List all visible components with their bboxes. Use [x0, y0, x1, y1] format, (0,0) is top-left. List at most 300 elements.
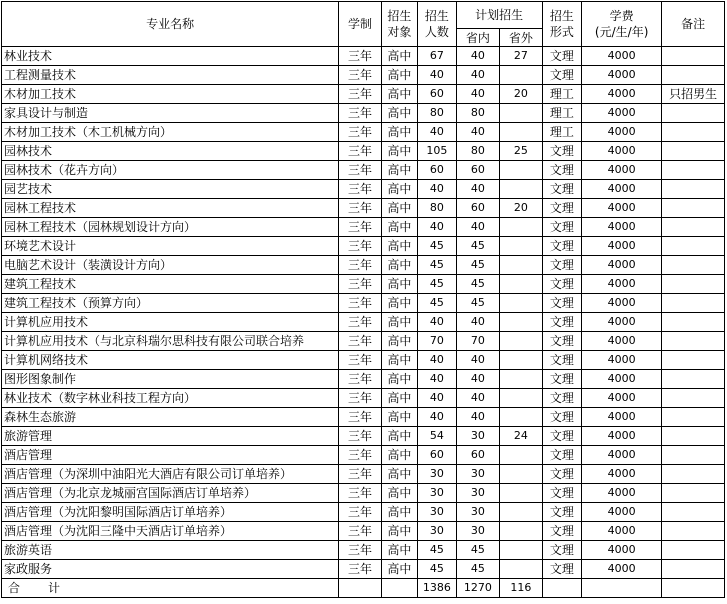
cell-target: 高中 [381, 503, 417, 522]
cell-count: 60 [418, 446, 456, 465]
cell-form: 文理 [542, 522, 581, 541]
cell-target: 高中 [381, 85, 417, 104]
cell-duration: 三年 [339, 389, 382, 408]
total-empty [662, 579, 725, 598]
cell-out-province: 25 [500, 142, 543, 161]
cell-count: 70 [418, 332, 456, 351]
table-row [2, 522, 725, 541]
cell-fee: 4000 [582, 161, 662, 180]
cell-target: 高中 [381, 218, 417, 237]
cell-out-province [500, 560, 543, 579]
cell-fee: 4000 [582, 522, 662, 541]
cell-duration: 三年 [339, 313, 382, 332]
cell-major-name: 酒店管理 [2, 446, 339, 465]
cell-fee: 4000 [582, 275, 662, 294]
cell-form: 文理 [542, 465, 581, 484]
cell-count: 105 [418, 142, 456, 161]
header-count-line2: 人数 [424, 25, 449, 39]
cell-count: 40 [418, 370, 456, 389]
cell-major-name: 环境艺术设计 [2, 237, 339, 256]
cell-note [662, 199, 725, 218]
cell-fee: 4000 [582, 142, 662, 161]
table-row [2, 199, 725, 218]
cell-count: 30 [418, 522, 456, 541]
cell-in-province: 40 [456, 123, 500, 142]
cell-duration: 三年 [339, 484, 382, 503]
cell-note [662, 332, 725, 351]
header-fee [582, 2, 662, 47]
cell-target: 高中 [381, 47, 417, 66]
table-row [2, 237, 725, 256]
cell-fee: 4000 [582, 180, 662, 199]
table-body [2, 47, 725, 598]
cell-out-province [500, 104, 543, 123]
cell-out-province [500, 465, 543, 484]
table-row [2, 180, 725, 199]
cell-target: 高中 [381, 370, 417, 389]
cell-form: 文理 [542, 66, 581, 85]
total-empty [582, 579, 662, 598]
cell-form: 文理 [542, 427, 581, 446]
cell-in-province: 40 [456, 370, 500, 389]
cell-note [662, 370, 725, 389]
cell-major-name: 园林工程技术 [2, 199, 339, 218]
cell-major-name: 图形图象制作 [2, 370, 339, 389]
cell-major-name: 家具设计与制造 [2, 104, 339, 123]
cell-in-province: 80 [456, 142, 500, 161]
cell-note [662, 218, 725, 237]
cell-note [662, 351, 725, 370]
cell-major-name: 酒店管理（为深圳中油阳光大酒店有限公司订单培养） [2, 465, 339, 484]
cell-duration: 三年 [339, 503, 382, 522]
table-row [2, 427, 725, 446]
cell-out-province [500, 484, 543, 503]
cell-fee: 4000 [582, 218, 662, 237]
cell-duration: 三年 [339, 218, 382, 237]
cell-duration: 三年 [339, 275, 382, 294]
cell-target: 高中 [381, 237, 417, 256]
cell-major-name: 森林生态旅游 [2, 408, 339, 427]
cell-out-province: 20 [500, 85, 543, 104]
table-row [2, 408, 725, 427]
table-row [2, 142, 725, 161]
cell-duration: 三年 [339, 351, 382, 370]
cell-form: 文理 [542, 332, 581, 351]
cell-count: 80 [418, 104, 456, 123]
cell-fee: 4000 [582, 465, 662, 484]
cell-note [662, 161, 725, 180]
cell-in-province: 40 [456, 85, 500, 104]
cell-out-province [500, 218, 543, 237]
total-empty [381, 579, 417, 598]
table-row [2, 446, 725, 465]
cell-fee: 4000 [582, 408, 662, 427]
cell-major-name: 建筑工程技术（预算方向） [2, 294, 339, 313]
cell-duration: 三年 [339, 47, 382, 66]
table-row [2, 351, 725, 370]
cell-count: 54 [418, 427, 456, 446]
cell-target: 高中 [381, 104, 417, 123]
cell-count: 40 [418, 66, 456, 85]
cell-form: 文理 [542, 541, 581, 560]
cell-count: 40 [418, 351, 456, 370]
cell-major-name: 园林技术（花卉方向） [2, 161, 339, 180]
cell-fee: 4000 [582, 427, 662, 446]
cell-major-name: 酒店管理（为北京龙城丽宫国际酒店订单培养） [2, 484, 339, 503]
header-duration: 学制 [339, 2, 382, 47]
cell-duration: 三年 [339, 294, 382, 313]
cell-in-province: 45 [456, 541, 500, 560]
cell-form: 文理 [542, 237, 581, 256]
header-count-line1: 招生 [424, 9, 449, 23]
cell-note [662, 237, 725, 256]
cell-count: 45 [418, 256, 456, 275]
cell-form: 文理 [542, 560, 581, 579]
header-major-name: 专业名称 [2, 2, 339, 47]
cell-form: 文理 [542, 408, 581, 427]
cell-count: 45 [418, 541, 456, 560]
table-row [2, 560, 725, 579]
table-row [2, 313, 725, 332]
cell-out-province [500, 503, 543, 522]
cell-major-name: 木材加工技术（木工机械方向） [2, 123, 339, 142]
cell-duration: 三年 [339, 104, 382, 123]
total-label: 合计 [2, 579, 339, 598]
header-form-line2: 形式 [549, 25, 574, 39]
table-row [2, 465, 725, 484]
total-in-province: 1270 [456, 579, 500, 598]
table-row [2, 104, 725, 123]
cell-out-province [500, 408, 543, 427]
cell-note [662, 427, 725, 446]
total-empty [542, 579, 581, 598]
cell-in-province: 40 [456, 47, 500, 66]
cell-form: 文理 [542, 275, 581, 294]
table-row [2, 275, 725, 294]
cell-count: 40 [418, 123, 456, 142]
cell-in-province: 45 [456, 256, 500, 275]
cell-count: 40 [418, 313, 456, 332]
cell-fee: 4000 [582, 541, 662, 560]
cell-target: 高中 [381, 66, 417, 85]
cell-form: 文理 [542, 256, 581, 275]
table-row [2, 484, 725, 503]
cell-count: 30 [418, 503, 456, 522]
cell-note [662, 503, 725, 522]
cell-duration: 三年 [339, 123, 382, 142]
cell-major-name: 林业技术（数字林业科技工程方向） [2, 389, 339, 408]
cell-fee: 4000 [582, 313, 662, 332]
total-out-province: 116 [500, 579, 543, 598]
table-row [2, 161, 725, 180]
cell-form: 理工 [542, 104, 581, 123]
cell-fee: 4000 [582, 199, 662, 218]
cell-duration: 三年 [339, 370, 382, 389]
cell-fee: 4000 [582, 85, 662, 104]
cell-note [662, 142, 725, 161]
cell-in-province: 40 [456, 351, 500, 370]
cell-count: 40 [418, 408, 456, 427]
cell-fee: 4000 [582, 351, 662, 370]
cell-note [662, 408, 725, 427]
cell-out-province: 20 [500, 199, 543, 218]
cell-major-name: 酒店管理（为沈阳三隆中天酒店订单培养） [2, 522, 339, 541]
cell-count: 60 [418, 161, 456, 180]
cell-fee: 4000 [582, 123, 662, 142]
cell-note [662, 541, 725, 560]
cell-target: 高中 [381, 199, 417, 218]
cell-target: 高中 [381, 389, 417, 408]
cell-count: 30 [418, 484, 456, 503]
header-in-province: 省内 [456, 29, 500, 47]
cell-in-province: 40 [456, 313, 500, 332]
cell-out-province [500, 332, 543, 351]
cell-duration: 三年 [339, 161, 382, 180]
cell-form: 文理 [542, 484, 581, 503]
cell-form: 文理 [542, 294, 581, 313]
cell-note: 只招男生 [662, 85, 725, 104]
cell-out-province [500, 275, 543, 294]
cell-form: 文理 [542, 370, 581, 389]
cell-out-province [500, 313, 543, 332]
cell-out-province: 27 [500, 47, 543, 66]
cell-fee: 4000 [582, 237, 662, 256]
header-plan: 计划招生 [456, 2, 542, 29]
cell-fee: 4000 [582, 446, 662, 465]
cell-form: 文理 [542, 313, 581, 332]
cell-in-province: 60 [456, 199, 500, 218]
total-row [2, 579, 725, 598]
cell-fee: 4000 [582, 503, 662, 522]
cell-form: 文理 [542, 180, 581, 199]
cell-count: 60 [418, 85, 456, 104]
cell-duration: 三年 [339, 256, 382, 275]
cell-major-name: 酒店管理（为沈阳黎明国际酒店订单培养） [2, 503, 339, 522]
cell-form: 文理 [542, 389, 581, 408]
cell-target: 高中 [381, 275, 417, 294]
cell-form: 文理 [542, 161, 581, 180]
cell-target: 高中 [381, 123, 417, 142]
cell-target: 高中 [381, 465, 417, 484]
cell-out-province [500, 522, 543, 541]
cell-in-province: 30 [456, 465, 500, 484]
cell-in-province: 60 [456, 161, 500, 180]
cell-note [662, 180, 725, 199]
cell-major-name: 电脑艺术设计（装潢设计方向） [2, 256, 339, 275]
cell-fee: 4000 [582, 294, 662, 313]
table-row [2, 389, 725, 408]
cell-out-province [500, 446, 543, 465]
cell-target: 高中 [381, 484, 417, 503]
table-row [2, 85, 725, 104]
cell-note [662, 389, 725, 408]
cell-in-province: 30 [456, 427, 500, 446]
cell-note [662, 66, 725, 85]
header-fee-line2: (元/生/年) [594, 25, 649, 39]
cell-major-name: 园艺技术 [2, 180, 339, 199]
cell-duration: 三年 [339, 85, 382, 104]
header-form-line1: 招生 [549, 9, 574, 23]
cell-fee: 4000 [582, 256, 662, 275]
cell-in-province: 40 [456, 218, 500, 237]
header-out-province: 省外 [500, 29, 543, 47]
cell-duration: 三年 [339, 142, 382, 161]
cell-note [662, 275, 725, 294]
cell-target: 高中 [381, 541, 417, 560]
cell-target: 高中 [381, 256, 417, 275]
cell-form: 理工 [542, 123, 581, 142]
cell-count: 40 [418, 180, 456, 199]
cell-count: 30 [418, 465, 456, 484]
table-row [2, 332, 725, 351]
cell-form: 文理 [542, 47, 581, 66]
cell-target: 高中 [381, 180, 417, 199]
cell-note [662, 560, 725, 579]
cell-in-province: 40 [456, 180, 500, 199]
cell-duration: 三年 [339, 522, 382, 541]
cell-major-name: 计算机应用技术（与北京科瑞尔思科技有限公司联合培养 [2, 332, 339, 351]
cell-major-name: 园林工程技术（园林规划设计方向） [2, 218, 339, 237]
table-row [2, 218, 725, 237]
cell-out-province [500, 123, 543, 142]
cell-note [662, 446, 725, 465]
cell-in-province: 45 [456, 560, 500, 579]
cell-out-province [500, 180, 543, 199]
cell-out-province [500, 541, 543, 560]
cell-duration: 三年 [339, 465, 382, 484]
cell-fee: 4000 [582, 389, 662, 408]
cell-out-province [500, 370, 543, 389]
cell-count: 45 [418, 560, 456, 579]
cell-note [662, 104, 725, 123]
cell-note [662, 123, 725, 142]
cell-duration: 三年 [339, 237, 382, 256]
cell-out-province: 24 [500, 427, 543, 446]
enrollment-plan-table [1, 1, 725, 598]
cell-count: 45 [418, 275, 456, 294]
cell-fee: 4000 [582, 47, 662, 66]
table-row [2, 294, 725, 313]
cell-major-name: 旅游英语 [2, 541, 339, 560]
header-target-line2: 对象 [387, 25, 412, 39]
cell-in-province: 30 [456, 484, 500, 503]
cell-major-name: 计算机应用技术 [2, 313, 339, 332]
cell-major-name: 木材加工技术 [2, 85, 339, 104]
cell-form: 文理 [542, 503, 581, 522]
cell-in-province: 45 [456, 275, 500, 294]
cell-in-province: 30 [456, 503, 500, 522]
cell-fee: 4000 [582, 332, 662, 351]
cell-note [662, 256, 725, 275]
table-row [2, 47, 725, 66]
cell-out-province [500, 351, 543, 370]
cell-duration: 三年 [339, 332, 382, 351]
cell-duration: 三年 [339, 408, 382, 427]
cell-target: 高中 [381, 427, 417, 446]
cell-out-province [500, 256, 543, 275]
cell-out-province [500, 237, 543, 256]
cell-out-province [500, 66, 543, 85]
cell-fee: 4000 [582, 370, 662, 389]
cell-target: 高中 [381, 351, 417, 370]
cell-duration: 三年 [339, 541, 382, 560]
cell-major-name: 园林技术 [2, 142, 339, 161]
cell-fee: 4000 [582, 484, 662, 503]
cell-in-province: 30 [456, 522, 500, 541]
header-fee-line1: 学费 [609, 9, 634, 23]
cell-out-province [500, 389, 543, 408]
table-row [2, 256, 725, 275]
header-target-line1: 招生 [387, 9, 412, 23]
cell-target: 高中 [381, 522, 417, 541]
cell-note [662, 47, 725, 66]
cell-major-name: 家政服务 [2, 560, 339, 579]
cell-count: 40 [418, 218, 456, 237]
cell-form: 文理 [542, 351, 581, 370]
table-row [2, 370, 725, 389]
cell-major-name: 工程测量技术 [2, 66, 339, 85]
cell-in-province: 40 [456, 66, 500, 85]
cell-target: 高中 [381, 161, 417, 180]
table-row [2, 66, 725, 85]
header-count [418, 2, 456, 47]
cell-note [662, 465, 725, 484]
cell-major-name: 计算机网络技术 [2, 351, 339, 370]
cell-note [662, 294, 725, 313]
cell-duration: 三年 [339, 560, 382, 579]
cell-form: 文理 [542, 446, 581, 465]
cell-target: 高中 [381, 408, 417, 427]
cell-form: 文理 [542, 142, 581, 161]
total-count: 1386 [418, 579, 456, 598]
cell-in-province: 60 [456, 446, 500, 465]
header-note: 备注 [662, 2, 725, 47]
cell-out-province [500, 294, 543, 313]
cell-duration: 三年 [339, 199, 382, 218]
cell-target: 高中 [381, 560, 417, 579]
cell-duration: 三年 [339, 427, 382, 446]
cell-in-province: 40 [456, 408, 500, 427]
cell-fee: 4000 [582, 104, 662, 123]
cell-in-province: 70 [456, 332, 500, 351]
cell-note [662, 313, 725, 332]
cell-major-name: 旅游管理 [2, 427, 339, 446]
header-target [381, 2, 417, 47]
cell-target: 高中 [381, 313, 417, 332]
header-form [542, 2, 581, 47]
table-row [2, 503, 725, 522]
cell-target: 高中 [381, 446, 417, 465]
cell-in-province: 80 [456, 104, 500, 123]
cell-major-name: 林业技术 [2, 47, 339, 66]
cell-in-province: 45 [456, 237, 500, 256]
cell-out-province [500, 161, 543, 180]
cell-in-province: 45 [456, 294, 500, 313]
cell-note [662, 484, 725, 503]
cell-fee: 4000 [582, 66, 662, 85]
table-row [2, 541, 725, 560]
cell-duration: 三年 [339, 66, 382, 85]
cell-target: 高中 [381, 294, 417, 313]
cell-count: 40 [418, 389, 456, 408]
cell-duration: 三年 [339, 446, 382, 465]
cell-note [662, 522, 725, 541]
cell-form: 文理 [542, 199, 581, 218]
table-row [2, 123, 725, 142]
cell-in-province: 40 [456, 389, 500, 408]
total-empty [339, 579, 382, 598]
cell-fee: 4000 [582, 560, 662, 579]
